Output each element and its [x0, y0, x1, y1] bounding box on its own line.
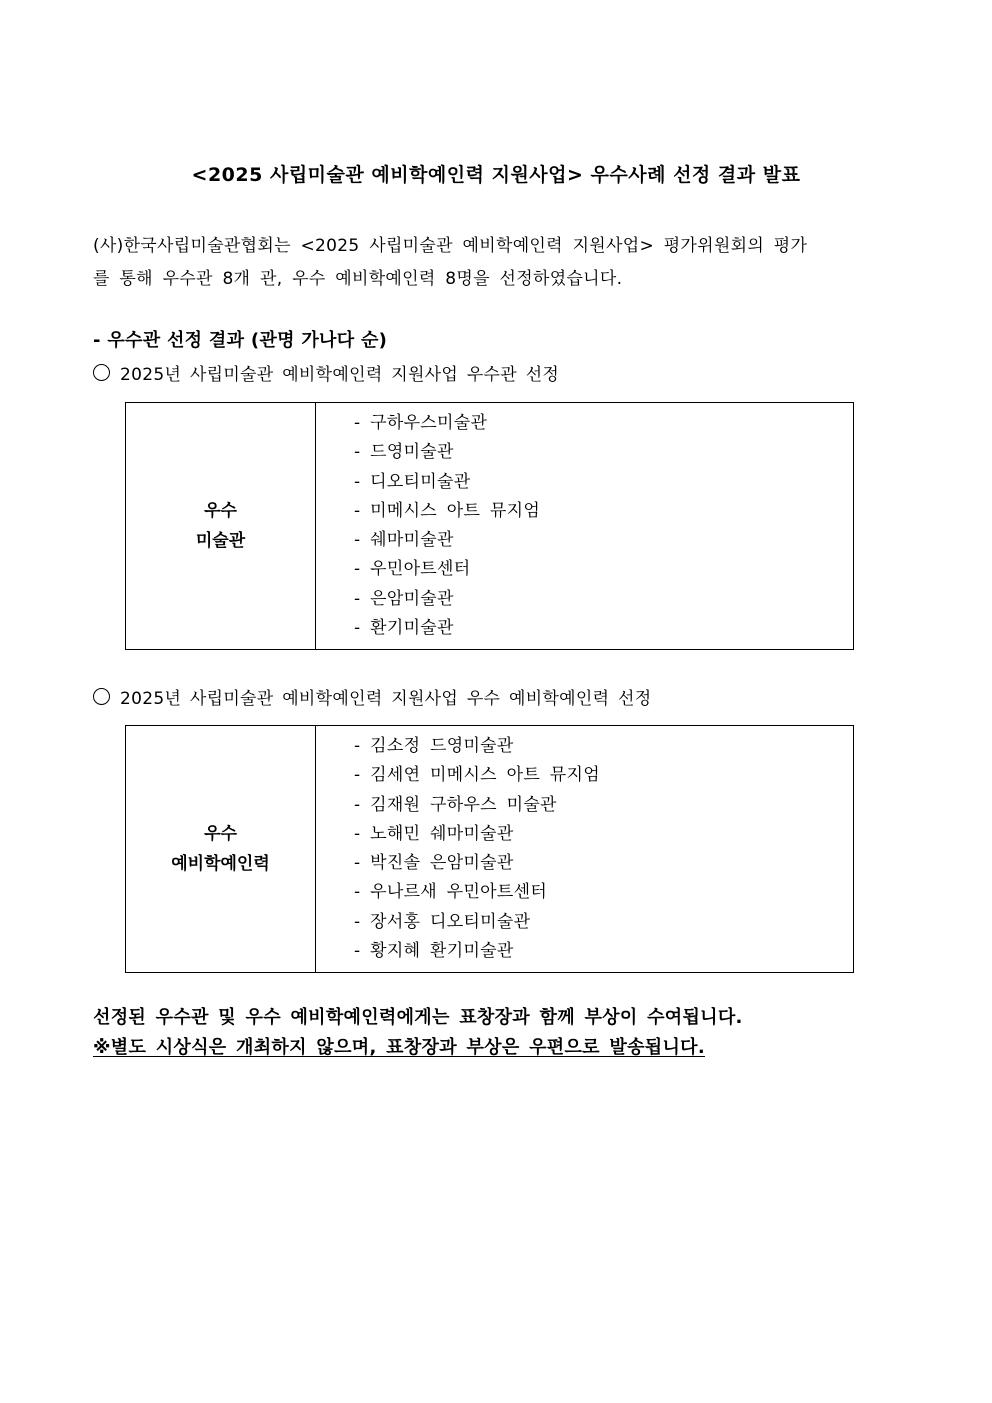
- museums-table: [125, 402, 854, 650]
- curators-list-cell: [316, 726, 854, 973]
- museums-label-cell: [126, 403, 316, 650]
- closing-note: ※별도 시상식은 개최하지 않으며, 표창장과 부상은 우편으로 발송됩니다.: [93, 1037, 705, 1058]
- list-item: - 디오티미술관: [354, 471, 471, 492]
- list-item: - 우나르새 우민아트센터: [354, 882, 548, 903]
- intro-paragraph: [93, 230, 903, 296]
- museums-list: [354, 403, 853, 649]
- museums-list-cell: [316, 403, 854, 650]
- intro-line-2: 를 통해 우수관 8개 관, 우수 예비학예인력 8명을 선정하였습니다.: [93, 269, 623, 289]
- list-item: - 구하우스미술관: [354, 413, 488, 433]
- list-item: - 박진솔 은암미술관: [354, 853, 514, 874]
- list-item: - 미메시스 아트 뮤지엄: [354, 500, 541, 521]
- section-heading: - 우수관 선정 결과 (관명 가나다 순): [93, 330, 388, 351]
- museums-label-line-2: 미술관: [195, 531, 246, 552]
- curators-label-cell: [126, 726, 316, 973]
- list-item: - 드영미술관: [354, 442, 454, 463]
- list-item: - 노해민 쉐마미술관: [354, 823, 514, 844]
- museums-label-line-1: 우수: [204, 501, 237, 522]
- list-item: - 김세연 미메시스 아트 뮤지엄: [354, 765, 600, 786]
- curators-table: [125, 725, 854, 973]
- list-item: - 김소정 드영미술관: [354, 736, 514, 756]
- list-item: - 환기미술관: [354, 618, 454, 639]
- curators-label-line-1: 우수: [204, 824, 237, 845]
- curators-bullet: [93, 684, 651, 709]
- intro-line-1: (사)한국사립미술관협회는 <2025 사립미술관 예비학예인력 지원사업> 평가위원회의 평가: [93, 236, 808, 256]
- document-title: <2025 사립미술관 예비학예인력 지원사업> 우수사례 선정 결과 발표: [191, 164, 801, 186]
- closing-line-1: 선정된 우수관 및 우수 예비학예인력에게는 표창장과 함께 부상이 수여됩니다.: [93, 1007, 743, 1028]
- curators-label-line-2: 예비학예인력: [171, 854, 270, 875]
- museums-bullet-text: 2025년 사립미술관 예비학예인력 지원사업 우수관 선정: [120, 365, 560, 385]
- curators-bullet-text: 2025년 사립미술관 예비학예인력 지원사업 우수 예비학예인력 선정: [120, 689, 652, 709]
- circle-bullet-icon: [93, 364, 110, 381]
- circle-bullet-icon: [93, 688, 110, 705]
- curators-list: [354, 726, 853, 972]
- museums-bullet: [93, 360, 559, 385]
- closing-notice: [93, 1003, 743, 1063]
- list-item: - 황지혜 환기미술관: [354, 941, 514, 962]
- list-item: - 김재원 구하우스 미술관: [354, 794, 557, 815]
- list-item: - 장서홍 디오티미술관: [354, 911, 531, 932]
- list-item: - 쉐마미술관: [354, 530, 454, 551]
- list-item: - 은암미술관: [354, 588, 454, 609]
- list-item: - 우민아트센터: [354, 559, 471, 580]
